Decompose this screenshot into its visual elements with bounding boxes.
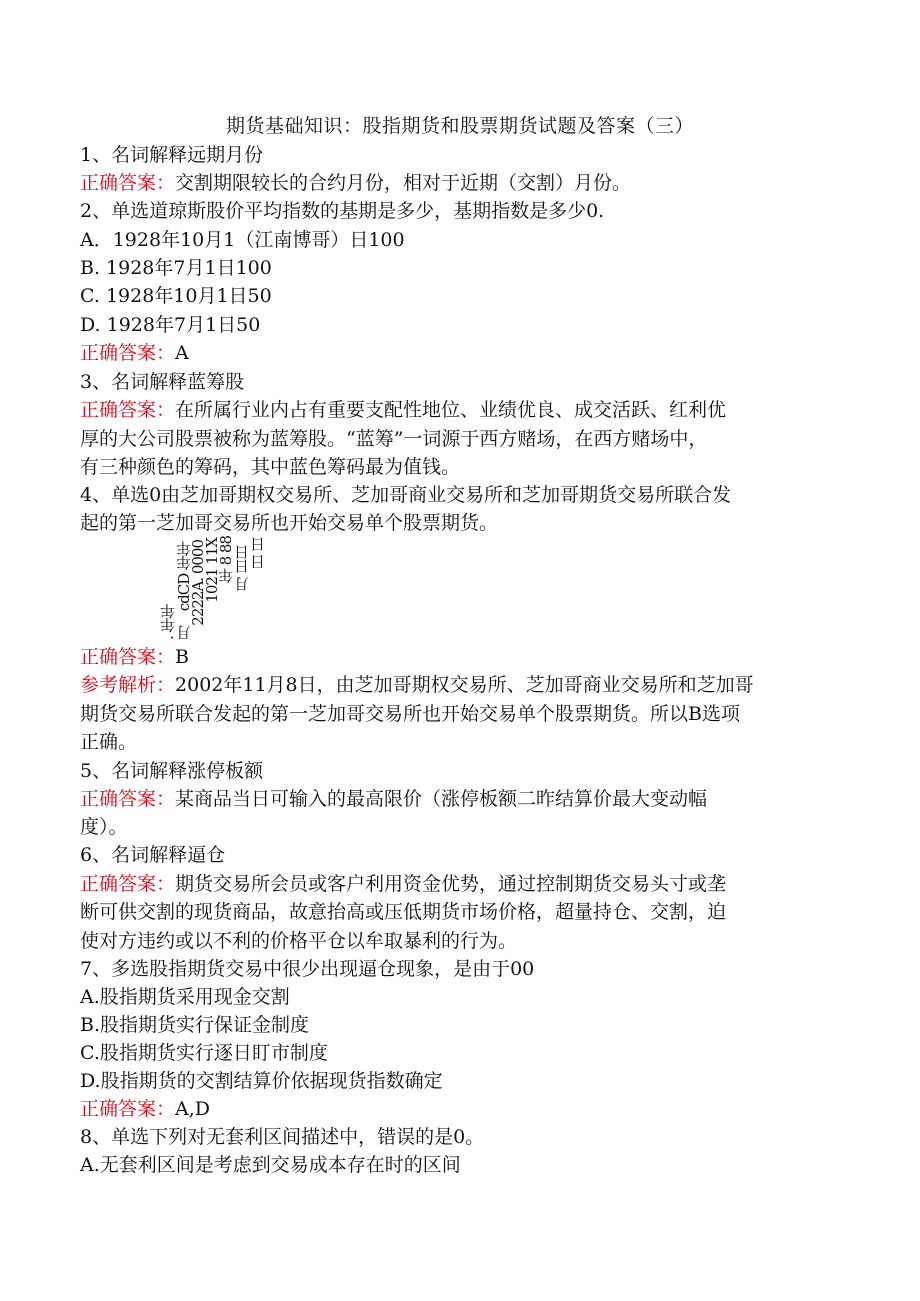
option-2c: C. 1928年10月1日50 <box>80 285 272 307</box>
answer-label: 正确答案： <box>80 399 176 421</box>
option-2b: B. 1928年7月1日100 <box>80 257 272 279</box>
answer-label: 正确答案： <box>80 1098 176 1120</box>
answer-text: A <box>175 342 189 364</box>
option-7b: B.股指期货实行保证金制度 <box>80 1014 310 1036</box>
option-7c: C.股指期货实行逐日盯市制度 <box>80 1042 328 1064</box>
analysis-4-line-2: 期货交易所联合发起的第一芝加哥交易所也开始交易单个股票期货。所以B选项 <box>80 703 740 725</box>
answer-3-line-2: 厚的大公司股票被称为蓝筹股。“蓝筹”一词源于西方赌场，在西方赌场中， <box>80 428 708 450</box>
answer-label: 正确答案： <box>80 172 176 194</box>
answer-5-line-1 <box>80 785 707 813</box>
answer-6-line-1 <box>80 870 726 898</box>
answer-label: 正确答案： <box>80 873 176 895</box>
question-5: 5、名词解释涨停板额 <box>80 760 264 782</box>
garbled-column: 年 8 88 <box>217 536 235 584</box>
answer-text: 某商品当日可输入的最高限价（涨停板额二昨结算价最大变动幅 <box>175 788 708 810</box>
page-title: 期货基础知识：股指期货和股票期货试题及答案（三） <box>225 115 694 137</box>
question-8: 8、单选下列对无套利区间描述中，错误的是0。 <box>80 1126 485 1148</box>
garbled-column: 日 日 <box>249 538 267 570</box>
analysis-text: 2002年11月8日，由芝加哥期权交易所、芝加哥商业交易所和芝加哥 <box>175 674 754 696</box>
answer-4 <box>80 643 189 671</box>
question-7: 7、多选股指期货交易中很少出现逼仓现象，是由于00 <box>80 958 535 980</box>
option-7d: D.股指期货的交割结算价依据现货指数确定 <box>80 1070 443 1092</box>
garbled-column: 1021 11X <box>203 538 221 603</box>
answer-text: 期货交易所会员或客户利用资金优势，通过控制期货交易头寸或垄 <box>175 873 727 895</box>
analysis-4-line-3: 正确。 <box>80 731 138 753</box>
answer-label: 正确答案： <box>80 788 176 810</box>
answer-text: 在所属行业内占有重要支配性地位、业绩优良、成交活跃、红利优 <box>175 399 727 421</box>
question-3: 3、名词解释蓝筹股 <box>80 371 245 393</box>
question-4-line-1: 4、单选0由芝加哥期权交易所、芝加哥商业交易所和芝加哥期货交易所联合发 <box>80 484 732 506</box>
answer-6-line-2: 断可供交割的现货商品，故意抬高或压低期货市场价格，超量持仓、交割，迫 <box>80 901 727 923</box>
garbled-column: . 年年月 <box>159 604 193 640</box>
answer-6-line-3: 使对方违约或以不利的价格平仓以牟取暴利的行为。 <box>80 930 518 952</box>
answer-2 <box>80 339 189 367</box>
answer-label: 正确答案： <box>80 646 176 668</box>
question-6: 6、名词解释逼仓 <box>80 844 226 866</box>
answer-text: A,D <box>175 1098 211 1120</box>
answer-label: 正确答案： <box>80 342 176 364</box>
answer-text: B <box>175 646 189 668</box>
garbled-column: 月 日日 <box>233 546 251 592</box>
answer-text: 交割期限较长的合约月份，相对于近期（交割）月份。 <box>175 172 632 194</box>
option-2a: A．1928年10月1（江南博哥）日100 <box>80 229 405 251</box>
answer-5-line-2: 度）。 <box>80 816 128 838</box>
question-1: 1、名词解释远期月份 <box>80 144 264 166</box>
option-8a: A.无套利区间是考虑到交易成本存在时的区间 <box>80 1154 461 1176</box>
garbled-options-block <box>160 536 280 640</box>
garbled-column: cdCD 年年 <box>175 542 193 612</box>
answer-3-line-1 <box>80 396 726 424</box>
option-7a: A.股指期货采用现金交割 <box>80 986 290 1008</box>
garbled-column: 2222A. 0000 <box>189 540 207 626</box>
answer-1 <box>80 169 631 197</box>
option-2d: D. 1928年7月1日50 <box>80 314 261 336</box>
question-4-line-2: 起的第一芝加哥交易所也开始交易单个股票期货。 <box>80 512 499 534</box>
analysis-4-line-1 <box>80 671 754 699</box>
answer-3-line-3: 有三种颜色的筹码，其中蓝色筹码最为值钱。 <box>80 456 461 478</box>
answer-7 <box>80 1095 210 1123</box>
analysis-label: 参考解析： <box>80 674 176 696</box>
question-2: 2、单选道琼斯股价平均指数的基期是多少，基期指数是多少0. <box>80 200 605 222</box>
